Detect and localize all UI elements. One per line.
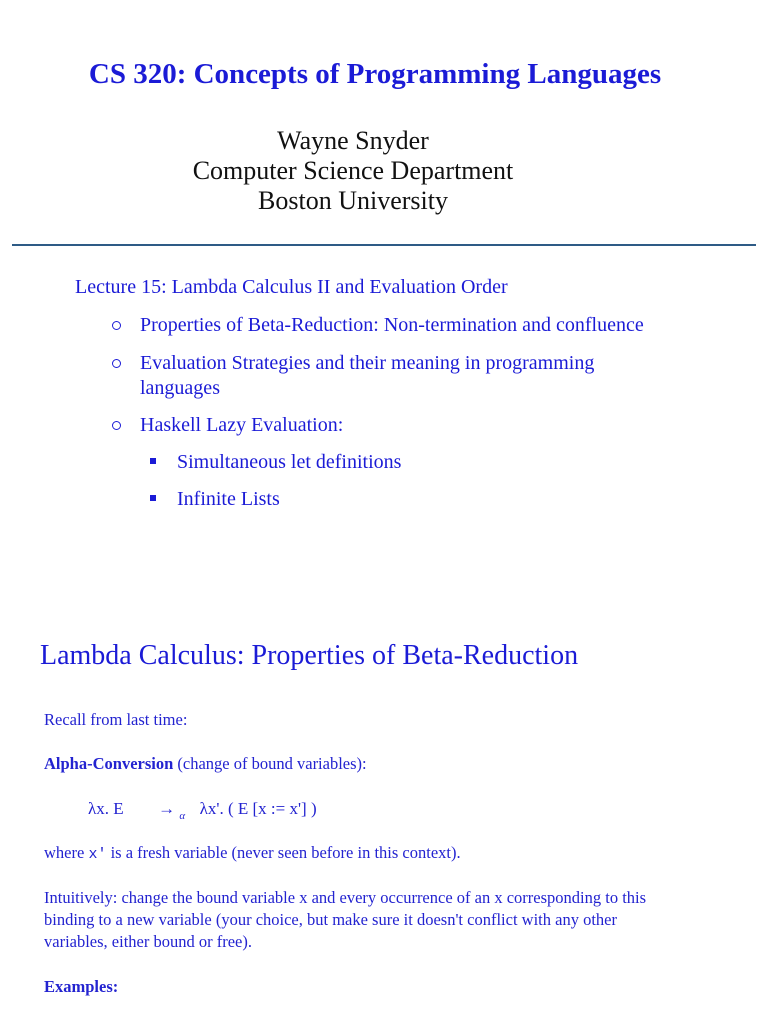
fresh-variable: x' [88,846,107,863]
square-bullet-icon [150,458,156,464]
intuition-line: Intuitively: change the bound variable x and every occurrence of an x corresponding to this [44,888,647,907]
recall-text: Recall from last time: [44,710,188,729]
arrow-icon: → [158,799,176,818]
circle-bullet-icon [112,359,121,368]
alpha-conversion-desc: (change of bound variables): [173,754,367,773]
lecture-title: Lecture 15: Lambda Calculus II and Evaluation Order [75,276,508,298]
slide-divider [12,244,756,246]
where-line [44,842,461,866]
bullet-item: Evaluation Strategies and their meaning in programming [140,352,595,374]
square-bullet-icon [150,495,156,501]
circle-bullet-icon [112,421,121,430]
intuition-line: binding to a new variable (your choice, but make sure it doesn't conflict with any other [44,910,617,929]
alpha-formula [88,798,317,822]
examples-label: Examples: [44,977,119,996]
circle-bullet-icon [112,321,121,330]
sub-bullet-item: Infinite Lists [177,488,280,510]
formula-rhs: λx'. ( E [x := x'] ) [199,799,317,818]
bullet-item: Haskell Lazy Evaluation: [140,414,344,436]
alpha-conversion-line [44,753,367,775]
where-prefix: where [44,843,89,862]
intuition-line: variables, either bound or free). [44,932,252,951]
alpha-conversion-label: Alpha-Conversion [44,754,174,773]
slide-title: Lambda Calculus: Properties of Beta-Reduction [40,640,579,671]
department-name: Computer Science Department [192,156,514,185]
where-suffix: is a fresh variable (never seen before in this context). [106,843,461,862]
course-title: CS 320: Concepts of Programming Languages [88,58,662,90]
bullet-item-continuation: languages [140,377,220,399]
sub-bullet-item: Simultaneous let definitions [177,451,402,473]
bullet-item: Properties of Beta-Reduction: Non-termination and confluence [140,314,644,336]
university-name: Boston University [258,186,448,215]
formula-lhs: λx. E [88,799,124,818]
author-name: Wayne Snyder [277,126,429,155]
alpha-subscript: α [179,810,186,822]
